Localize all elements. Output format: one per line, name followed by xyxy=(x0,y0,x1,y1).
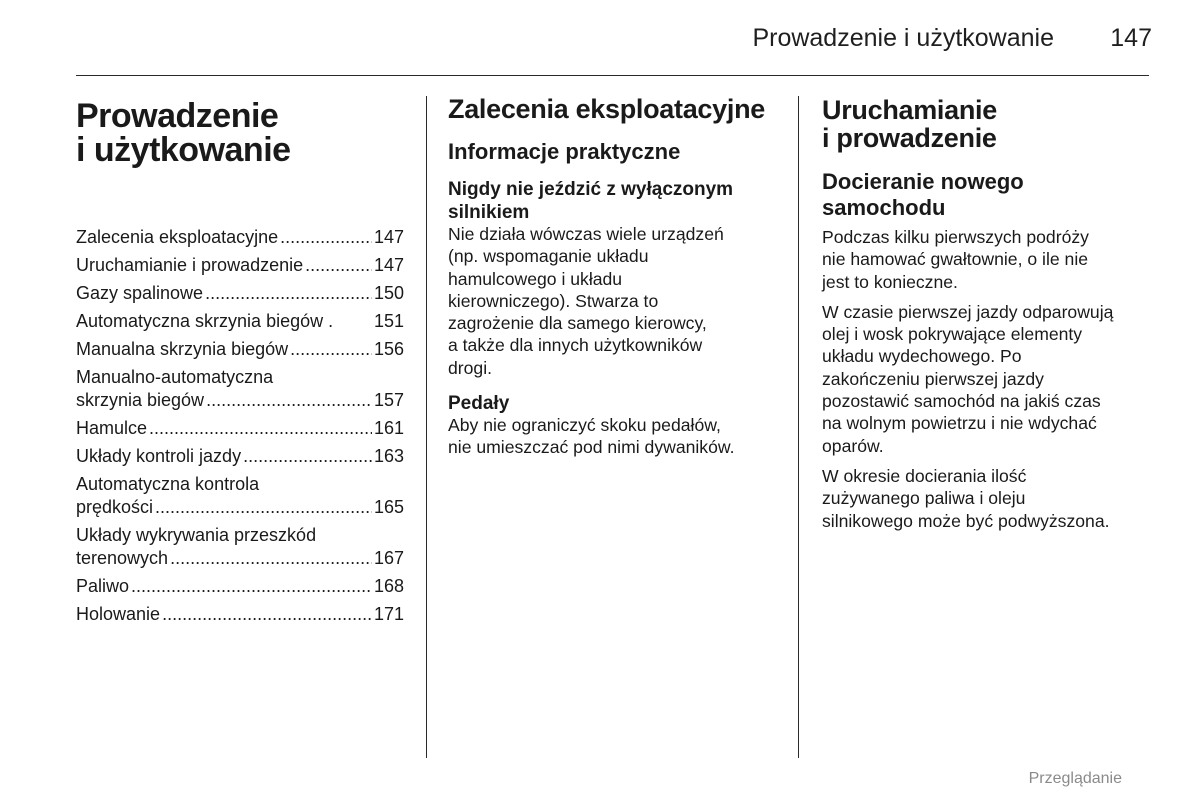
toc-leader xyxy=(170,547,372,570)
toc-entry[interactable] xyxy=(76,524,404,570)
running-header-title: Prowadzenie i użytkowanie xyxy=(752,24,1054,52)
text-line: Aby nie ograniczyć skoku pedałów, xyxy=(448,415,721,436)
text-line: pozostawić samochód na jakiś czas xyxy=(822,391,1101,412)
section-heading-line: i prowadzenie xyxy=(822,123,997,153)
section-heading xyxy=(822,96,1158,152)
toc-entry-label: terenowych xyxy=(76,548,169,568)
item-title-line: silnikiem xyxy=(448,202,530,223)
text-line: W okresie docierania ilość xyxy=(822,465,1027,486)
text-line: Nie działa wówczas wiele urządzeń xyxy=(448,224,724,244)
paragraph xyxy=(822,226,1158,293)
toc-entry-page: 161 xyxy=(373,418,404,438)
text-line: hamulcowego i układu xyxy=(448,268,623,289)
text-line: zakończeniu pierwszej jazdy xyxy=(822,368,1044,389)
toc-leader xyxy=(206,389,372,412)
toc-leader xyxy=(155,496,372,519)
toc-entry[interactable] xyxy=(76,310,404,333)
toc-entry-page: 167 xyxy=(373,548,404,568)
toc-entry-page: 163 xyxy=(373,446,404,466)
toc-leader xyxy=(205,282,372,305)
toc-entry-label: Manualno-automatyczna xyxy=(76,367,274,387)
toc-entry-label: Gazy spalinowe xyxy=(76,283,204,303)
toc-entry[interactable] xyxy=(76,338,404,361)
toc-entry-page: 147 xyxy=(373,255,404,275)
toc-entry-label: prędkości xyxy=(76,497,154,517)
section-subheading-line: samochodu xyxy=(822,195,946,220)
toc-entry-label: Manualna skrzynia biegów xyxy=(76,339,289,359)
text-line: olej i wosk pokrywające elementy xyxy=(822,324,1083,345)
toc-entry[interactable] xyxy=(76,366,404,412)
toc-leader xyxy=(305,254,372,277)
item-title-line: Nigdy nie jeździć z wyłączonym xyxy=(448,179,734,200)
text-line: zużywanego paliwa i oleju xyxy=(822,488,1026,509)
text-line: (np. wspomaganie układu xyxy=(448,246,649,267)
toc-entry-label: Automatyczna kontrola xyxy=(76,474,260,494)
toc-entry[interactable] xyxy=(76,473,404,519)
toc-entry-page: 171 xyxy=(373,604,404,624)
item-text xyxy=(448,223,783,379)
text-line: drogi. xyxy=(448,357,493,378)
toc-leader xyxy=(290,338,372,361)
toc-entry[interactable] xyxy=(76,603,404,626)
paragraph xyxy=(822,465,1158,532)
toc-entry[interactable] xyxy=(76,575,404,598)
toc-entry-page: 165 xyxy=(373,497,404,517)
column-divider xyxy=(426,96,427,758)
page-number: 147 xyxy=(1110,24,1152,52)
text-line: nie umieszczać pod nimi dywaników. xyxy=(448,437,735,458)
chapter-title-line: i użytkowanie xyxy=(76,131,291,169)
toc-entry-label: Holowanie xyxy=(76,604,161,624)
text-line: silnikowego może być podwyższona. xyxy=(822,510,1110,531)
toc-entry-page: 157 xyxy=(373,390,404,410)
toc-entry-page: 156 xyxy=(373,339,404,359)
toc-entry[interactable] xyxy=(76,254,404,277)
paragraph xyxy=(822,301,1158,457)
toc-leader xyxy=(243,445,372,468)
toc-leader xyxy=(149,417,372,440)
section-subheading xyxy=(822,169,1158,221)
toc-leader xyxy=(280,226,372,249)
toc-entry-label: skrzynia biegów xyxy=(76,390,205,410)
text-line: W czasie pierwszej jazdy odparowują xyxy=(822,301,1114,322)
text-line: zagrożenie dla samego kierowcy, xyxy=(448,313,707,334)
toc-entry-label: Uruchamianie i prowadzenie xyxy=(76,255,304,275)
section-right xyxy=(822,96,1158,532)
item-title xyxy=(448,178,783,224)
text-line: oparów. xyxy=(822,435,884,456)
column-divider xyxy=(798,96,799,758)
text-line: nie hamować gwałtownie, o ile nie xyxy=(822,249,1089,270)
item-title: Pedały xyxy=(448,393,510,415)
text-line: na wolnym powietrzu i nie wdychać xyxy=(822,413,1097,434)
toc-entry[interactable] xyxy=(76,445,404,468)
text-line: Podczas kilku pierwszych podróży xyxy=(822,227,1089,247)
toc-entry-label: Zalecenia eksploatacyjne xyxy=(76,227,279,247)
toc-entry-page: 151 xyxy=(373,311,404,331)
section-subheading: Informacje praktyczne xyxy=(448,139,681,164)
toc-entry-label: Hamulce xyxy=(76,418,148,438)
toc-entry[interactable] xyxy=(76,282,404,305)
chapter-column xyxy=(76,96,404,167)
toc-entry-page: 150 xyxy=(373,283,404,303)
section-heading: Zalecenia eksploatacyjne xyxy=(448,94,765,124)
toc-leader xyxy=(162,603,372,626)
chapter-title xyxy=(76,99,404,167)
text-line: jest to konieczne. xyxy=(822,271,958,292)
text-line: kierowniczego). Stwarza to xyxy=(448,290,659,311)
chapter-toc xyxy=(76,226,404,631)
toc-entry-page: 168 xyxy=(373,576,404,596)
toc-entry-label: Układy kontroli jazdy xyxy=(76,446,242,466)
text-line: układu wydechowego. Po xyxy=(822,346,1022,367)
toc-entry-page: 147 xyxy=(373,227,404,247)
text-line: a także dla innych użytkowników xyxy=(448,335,703,356)
header-divider xyxy=(76,75,1149,76)
section-middle xyxy=(448,96,783,459)
toc-entry-label: Automatyczna skrzynia biegów . xyxy=(76,311,334,331)
toc-entry[interactable] xyxy=(76,417,404,440)
section-subheading-line: Docieranie nowego xyxy=(822,169,1024,194)
toc-entry-label: Układy wykrywania przeszkód xyxy=(76,525,317,545)
item-text xyxy=(448,414,783,459)
chapter-title-line: Prowadzenie xyxy=(76,97,279,135)
toc-entry-label: Paliwo xyxy=(76,576,130,596)
footer-watermark: Przeglądanie xyxy=(1028,770,1122,787)
section-heading-line: Uruchamianie xyxy=(822,95,997,125)
toc-entry[interactable] xyxy=(76,226,404,249)
toc-leader xyxy=(131,575,372,598)
